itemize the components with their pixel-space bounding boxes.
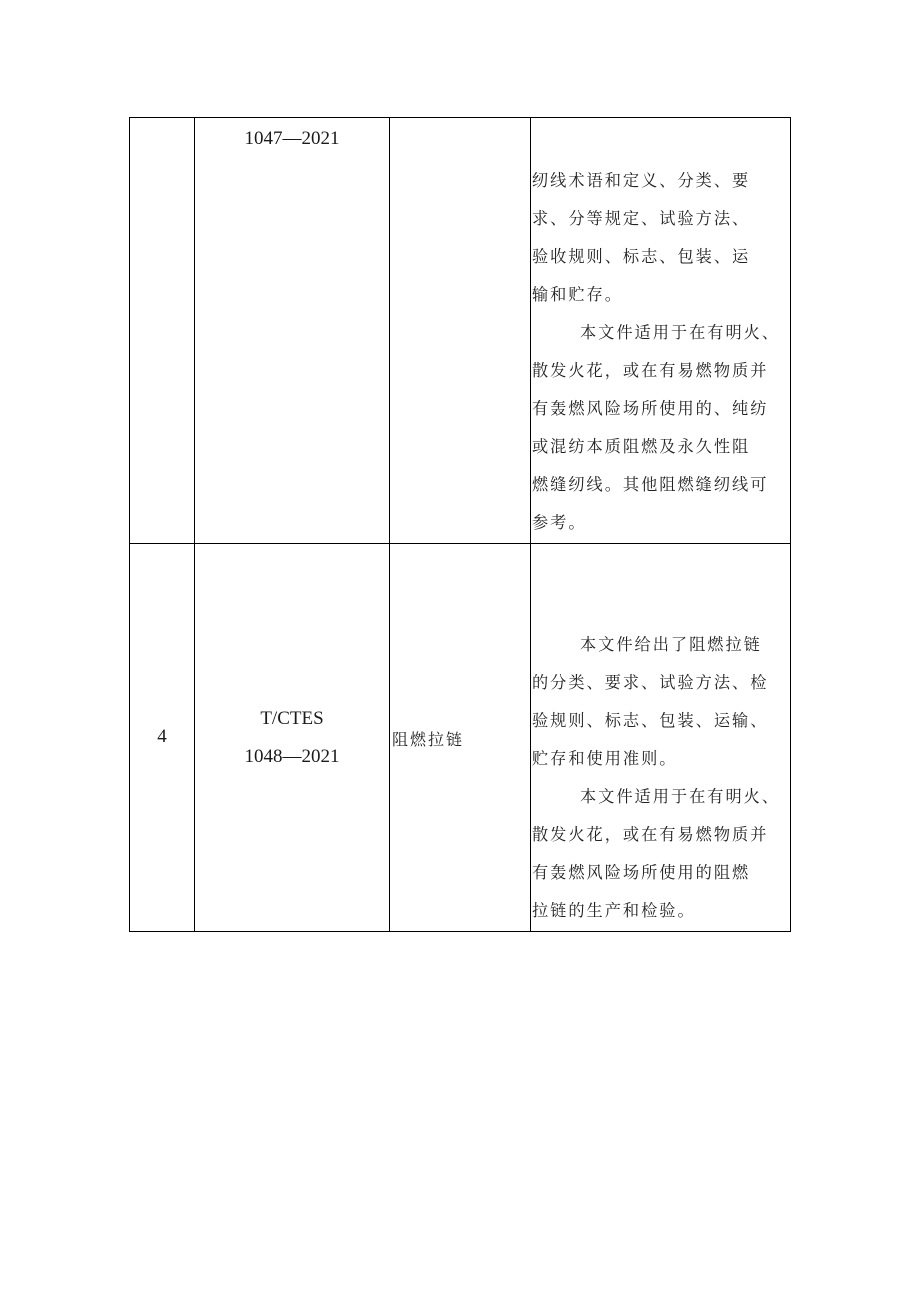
description-line: 纫线术语和定义、分类、要 (532, 171, 751, 190)
description-line: 或混纺本质阻燃及永久性阻 (532, 437, 751, 456)
table-row-1-standard (195, 120, 389, 158)
description-line: 本文件给出了阻燃拉链 (580, 635, 762, 654)
table-border-left (129, 117, 130, 932)
table-border-bottom (129, 931, 791, 932)
description-line: 拉链的生产和检验。 (532, 901, 696, 920)
description-line: 参考。 (532, 513, 587, 532)
table-row-2-description (532, 626, 790, 930)
column-divider-1 (194, 117, 195, 932)
description-line: 散发火花，或在有易燃物质并 (532, 825, 769, 844)
description-line: 有轰燃风险场所使用的阻燃 (532, 863, 751, 882)
description-line: 验规则、标志、包装、运输、 (532, 711, 769, 730)
description-line: 验收规则、标志、包装、运 (532, 247, 751, 266)
table-row-2-name: 阻燃拉链 (392, 730, 465, 749)
table-border-top (129, 117, 791, 118)
description-line: 输和贮存。 (532, 285, 623, 304)
description-line: 散发火花，或在有易燃物质并 (532, 361, 769, 380)
table-border-right (790, 117, 791, 932)
column-divider-3 (530, 117, 531, 932)
description-line: 本文件适用于在有明火、 (580, 323, 781, 342)
description-line: 燃缝纫线。其他阻燃缝纫线可 (532, 475, 769, 494)
description-line: 的分类、要求、试验方法、检 (532, 673, 769, 692)
standard-code-line: 1048—2021 (244, 746, 340, 767)
description-line: 贮存和使用准则。 (532, 749, 678, 768)
standard-code-line: 1047—2021 (244, 128, 340, 149)
table-row-2-standard (195, 700, 389, 776)
standard-code-line: T/CTES (260, 708, 324, 729)
description-line: 本文件适用于在有明火、 (580, 787, 781, 806)
table-row-1-description (532, 162, 790, 542)
description-line: 有轰燃风险场所使用的、纯纺 (532, 399, 769, 418)
row-divider (129, 543, 791, 544)
table-row-2-number: 4 (157, 726, 167, 747)
column-divider-2 (389, 117, 390, 932)
description-line: 求、分等规定、试验方法、 (532, 209, 751, 228)
